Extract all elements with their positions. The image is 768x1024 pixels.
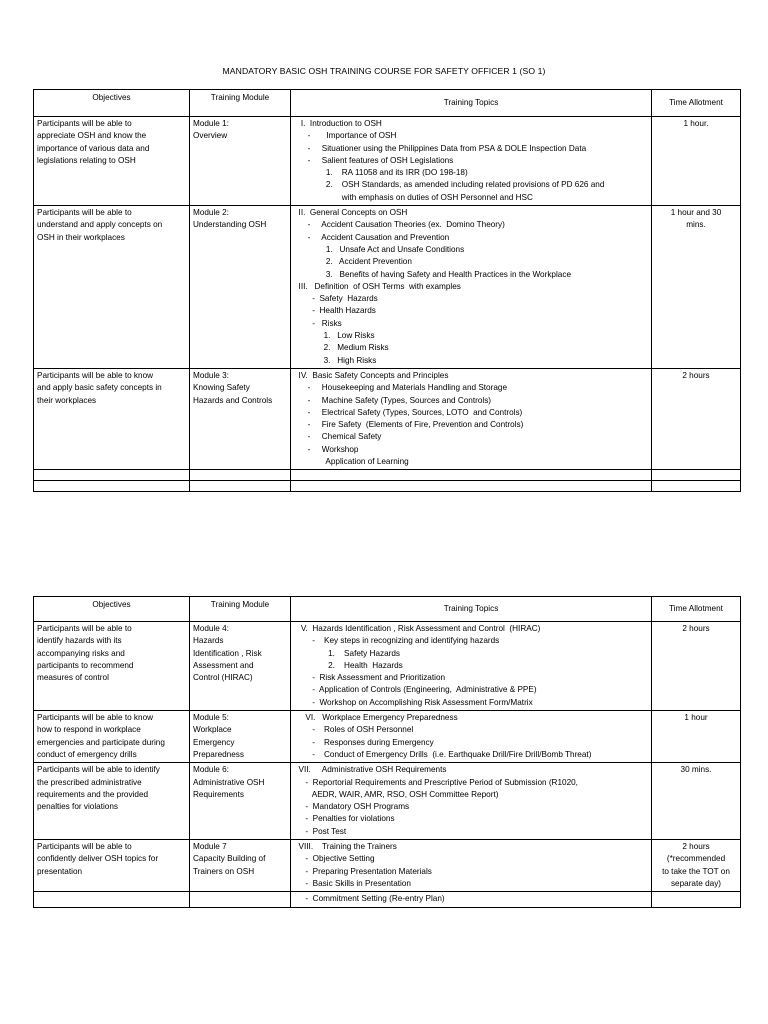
objectives-cell: Participants will be able to know and apply basic safety concepts in their workplaces bbox=[34, 368, 190, 469]
time-cell: 2 hours bbox=[652, 368, 741, 469]
topic-line: IV. Basic Safety Concepts and Principles bbox=[294, 370, 449, 380]
topics-cell bbox=[291, 622, 652, 711]
blank-cell bbox=[291, 470, 652, 481]
topics-cell bbox=[291, 892, 652, 907]
topic-line: - Key steps in recognizing and identifying hazards bbox=[294, 636, 500, 646]
topic-line: - Mandatory OSH Programs bbox=[294, 802, 410, 812]
header-training-topics: Training Topics bbox=[291, 597, 652, 622]
header-time-allotment: Time Allotment bbox=[652, 597, 741, 622]
table-row bbox=[34, 711, 741, 763]
module-cell bbox=[190, 892, 291, 907]
topic-line: - Workshop bbox=[294, 444, 359, 454]
topic-line: - Health Hazards bbox=[294, 306, 376, 316]
header-training-module: Training Module bbox=[190, 90, 291, 117]
topic-line: - Importance of OSH bbox=[294, 131, 397, 141]
table-row bbox=[34, 368, 741, 469]
topic-line: - Commitment Setting (Re-entry Plan) bbox=[294, 894, 445, 904]
topic-line: 1. RA 11058 and its IRR (DO 198-18) bbox=[294, 168, 468, 178]
header-time-allotment: Time Allotment bbox=[652, 90, 741, 117]
topic-line: - Basic Skills in Presentation bbox=[294, 878, 411, 888]
blank-row bbox=[34, 470, 741, 481]
module-cell: Module 4: Hazards Identification , Risk Assessment and Control (HIRAC) bbox=[190, 622, 291, 711]
blank-cell bbox=[34, 481, 190, 492]
topics-cell bbox=[291, 206, 652, 369]
time-cell: 1 hour and 30 mins. bbox=[652, 206, 741, 369]
topic-line: 1. Safety Hazards bbox=[294, 648, 401, 658]
topic-line: AEDR, WAIR, AMR, RSO, OSH Committee Report) bbox=[294, 789, 499, 799]
topic-line: - Objective Setting bbox=[294, 854, 375, 864]
topic-line: - Salient features of OSH Legislations bbox=[294, 155, 454, 165]
blank-cell bbox=[34, 470, 190, 481]
topics-cell bbox=[291, 763, 652, 840]
module-cell: Module 3: Knowing Safety Hazards and Controls bbox=[190, 368, 291, 469]
topic-line: - Risk Assessment and Prioritization bbox=[294, 673, 446, 683]
topics-cell bbox=[291, 711, 652, 763]
topic-line: 3. High Risks bbox=[294, 355, 377, 365]
objectives-cell: Participants will be able to identify the prescribed administrative requirements and the provided penalties for violations bbox=[34, 763, 190, 840]
topic-line: - Situationer using the Philippines Data from PSA & DOLE Inspection Data bbox=[294, 143, 587, 153]
topic-line: Application of Learning bbox=[294, 457, 409, 467]
objectives-cell: Participants will be able to know how to respond in workplace emergencies and participate during conduct of emergency drills bbox=[34, 711, 190, 763]
table-row bbox=[34, 117, 741, 206]
topic-line: 2. Medium Risks bbox=[294, 343, 389, 353]
training-table-2 bbox=[33, 596, 741, 908]
table-row bbox=[34, 892, 741, 907]
topic-line: VIII. Training the Trainers bbox=[294, 842, 397, 852]
blank-cell bbox=[652, 470, 741, 481]
time-cell: 1 hour. bbox=[652, 117, 741, 206]
topic-line: 2. OSH Standards, as amended including related provisions of PD 626 and bbox=[294, 180, 605, 190]
topics-cell bbox=[291, 840, 652, 892]
objectives-cell: Participants will be able to understand and apply concepts on OSH in their workplaces bbox=[34, 206, 190, 369]
topic-line: 1. Low Risks bbox=[294, 331, 375, 341]
topic-line: 2. Accident Prevention bbox=[294, 257, 412, 267]
topic-line: - Risks bbox=[294, 318, 342, 328]
topic-line: V. Hazards Identification , Risk Assessment and Control (HIRAC) bbox=[294, 624, 541, 633]
topic-line: - Housekeeping and Materials Handling and Storage bbox=[294, 383, 507, 393]
header-training-topics: Training Topics bbox=[291, 90, 652, 117]
topic-line: - Preparing Presentation Materials bbox=[294, 866, 432, 876]
topic-line: - Responses during Emergency bbox=[294, 737, 434, 747]
blank-cell bbox=[190, 470, 291, 481]
topic-line: 1. Unsafe Act and Unsafe Conditions bbox=[294, 244, 465, 254]
topic-line: - Post Test bbox=[294, 826, 347, 836]
topic-line: 2. Health Hazards bbox=[294, 660, 403, 670]
time-cell bbox=[652, 892, 741, 907]
topics-cell bbox=[291, 368, 652, 469]
module-cell: Module 1: Overview bbox=[190, 117, 291, 206]
topic-line: I. Introduction to OSH bbox=[294, 119, 382, 128]
topic-line: II. General Concepts on OSH bbox=[294, 208, 408, 218]
objectives-cell bbox=[34, 892, 190, 907]
document-title: MANDATORY BASIC OSH TRAINING COURSE FOR SAFETY OFFICER 1 (SO 1) bbox=[222, 66, 546, 76]
header-objectives: Objectives bbox=[34, 597, 190, 622]
topic-line: - Machine Safety (Types, Sources and Controls) bbox=[294, 395, 492, 405]
topic-line: - Safety Hazards bbox=[294, 294, 378, 304]
topic-line: 3. Benefits of having Safety and Health Practices in the Workplace bbox=[294, 269, 571, 279]
topic-line: - Accident Causation Theories (ex. Domino Theory) bbox=[294, 220, 505, 230]
module-cell: Module 2: Understanding OSH bbox=[190, 206, 291, 369]
topic-line: - Workshop on Accomplishing Risk Assessment Form/Matrix bbox=[294, 697, 533, 707]
header-training-module: Training Module bbox=[190, 597, 291, 622]
topic-line: VI. Workplace Emergency Preparedness bbox=[294, 713, 458, 723]
training-table-1 bbox=[33, 89, 741, 492]
topic-line: with emphasis on duties of OSH Personnel and HSC bbox=[294, 192, 533, 202]
topic-line: - Chemical Safety bbox=[294, 432, 382, 442]
topic-line: III. Definition of OSH Terms with examples bbox=[294, 281, 461, 291]
topic-line: - Reportorial Requirements and Prescriptive Period of Submission (R1020, bbox=[294, 777, 578, 787]
blank-cell bbox=[190, 481, 291, 492]
table-row bbox=[34, 840, 741, 892]
module-cell: Module 5: Workplace Emergency Preparedness bbox=[190, 711, 291, 763]
topic-line: - Penalties for violations bbox=[294, 814, 395, 824]
table-header-row bbox=[34, 597, 741, 622]
module-cell: Module 6: Administrative OSH Requirements bbox=[190, 763, 291, 840]
table-row bbox=[34, 622, 741, 711]
time-cell: 2 hours (*recommended to take the TOT on separate day) bbox=[652, 840, 741, 892]
topics-cell bbox=[291, 117, 652, 206]
blank-row bbox=[34, 481, 741, 492]
module-cell: Module 7 Capacity Building of Trainers on OSH bbox=[190, 840, 291, 892]
topic-line: - Conduct of Emergency Drills (i.e. Earthquake Drill/Fire Drill/Bomb Threat) bbox=[294, 749, 592, 759]
objectives-cell: Participants will be able to appreciate OSH and know the importance of various data and legislations relating to OSH bbox=[34, 117, 190, 206]
blank-cell bbox=[652, 481, 741, 492]
topic-line: - Fire Safety (Elements of Fire, Prevention and Controls) bbox=[294, 420, 524, 430]
objectives-cell: Participants will be able to confidently deliver OSH topics for presentation bbox=[34, 840, 190, 892]
time-cell: 1 hour bbox=[652, 711, 741, 763]
table-row bbox=[34, 206, 741, 369]
time-cell: 2 hours bbox=[652, 622, 741, 711]
topic-line: - Roles of OSH Personnel bbox=[294, 725, 414, 735]
topic-line: - Accident Causation and Prevention bbox=[294, 232, 450, 242]
time-cell: 30 mins. bbox=[652, 763, 741, 840]
topic-line: VII. Administrative OSH Requirements bbox=[294, 765, 447, 775]
table-header-row bbox=[34, 90, 741, 117]
table-row bbox=[34, 763, 741, 840]
header-objectives: Objectives bbox=[34, 90, 190, 117]
topic-line: - Electrical Safety (Types, Sources, LOTO and Controls) bbox=[294, 407, 523, 417]
objectives-cell: Participants will be able to identify hazards with its accompanying risks and participants to recommend measures of control bbox=[34, 622, 190, 711]
blank-cell bbox=[291, 481, 652, 492]
topic-line: - Application of Controls (Engineering, Administrative & PPE) bbox=[294, 685, 537, 695]
